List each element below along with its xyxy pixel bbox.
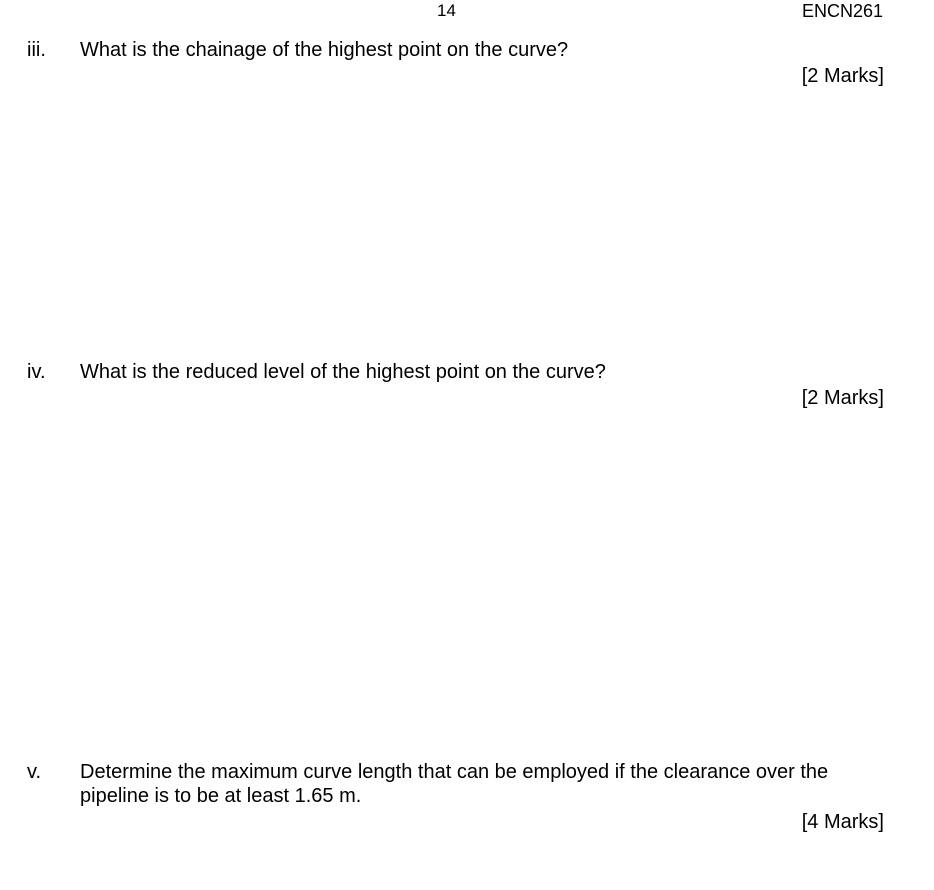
question-numeral: iv. — [27, 361, 46, 383]
question-text: What is the reduced level of the highest point on the curve? — [80, 361, 606, 383]
question-text: Determine the maximum curve length that can be employed if the clearance over the pipeline is to be at least 1.65 m. — [80, 761, 829, 807]
question-numeral: iii. — [27, 39, 46, 61]
question-marks: [2 Marks] — [801, 387, 884, 409]
page-number: 14 — [437, 1, 456, 20]
question-marks: [4 Marks] — [801, 811, 884, 833]
course-code: ENCN261 — [801, 1, 883, 21]
question-text: What is the chainage of the highest point on the curve? — [80, 39, 569, 61]
question-marks: [2 Marks] — [801, 65, 884, 87]
question-numeral: v. — [27, 761, 42, 783]
